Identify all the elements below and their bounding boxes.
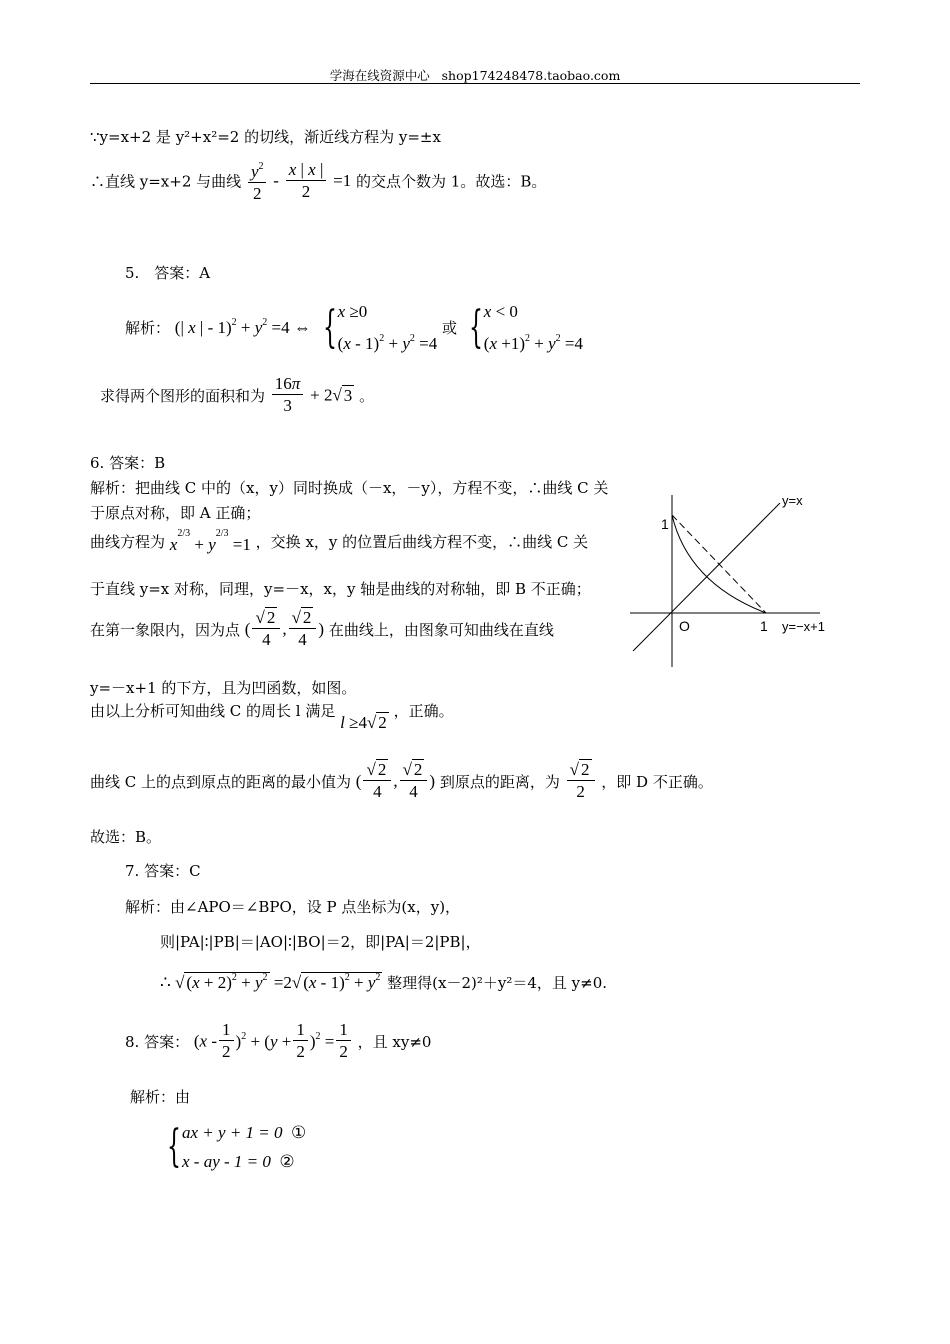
fraction: $\frac{1}{2}$: [219, 1020, 234, 1063]
line-tangent: ∵y=x+2 是 y²+x²=2 的切线，渐近线方程为 y=±x: [90, 128, 441, 146]
q5-or: 或: [441, 319, 457, 337]
q7-line-c: ∴ √ $(x + 2)^2 + y^2 =2√$ $(x - 1)^2 + y^2$ 整理得(x－2)²＋y²＝4，且 y≠0.: [160, 972, 608, 992]
fraction: $\frac{1}{2}$: [336, 1020, 351, 1063]
header-shop: shop174248478.taobao.com: [441, 68, 621, 83]
q8-post: ，且 xy≠0: [357, 1033, 432, 1051]
fraction: $\frac{1}{2}$: [293, 1020, 308, 1063]
q7-c-post: 整理得(x－2)²＋y²＝4，且 y≠0.: [387, 974, 608, 992]
q5-area-pre: 求得两个图形的面积和为: [100, 387, 266, 405]
q6-line-c: 曲线方程为 $x^{2/3} + y^{2/3} =1$ ，交换 x，y 的位置后曲线方程不变，∴曲线 C 关: [90, 528, 589, 554]
l2-pre: ∴直线 y=x+2 与曲线: [90, 172, 242, 191]
fraction: $\frac{√ 2}{4}$: [289, 608, 317, 651]
page-header: [0, 66, 950, 84]
q8-eq1: ax + y + 1 = 0: [182, 1123, 283, 1142]
q7-answer: 7. 答案：C: [125, 862, 201, 880]
dashed-line: [672, 515, 766, 613]
q8-answer: 8. 答案： (x - $\frac{1}{2}$ )$^2$ + (y + $\frac{1}{2}$ )$^2$ = $\frac{1}{2}$ ，且 xy≠0: [125, 1020, 432, 1061]
q6-e-post: 在曲线上，由图象可知曲线在直线: [328, 621, 554, 639]
label-y-eq-neg-x-plus-1: y=−x+1: [782, 619, 826, 634]
q6-g-pre: 由以上分析可知曲线 C 的周长 l 满足: [90, 702, 336, 720]
fraction: $\frac{x | x |}{2}$: [286, 160, 327, 203]
fraction: $\frac{16\pi}{3}$: [272, 374, 304, 417]
label-y-one: 1: [661, 516, 669, 532]
q8-analysis-label: 解析：由: [130, 1088, 191, 1106]
q6-g-post: ，正确。: [393, 702, 454, 720]
q6-c-post: ，交换 x，y 的位置后曲线方程不变，∴曲线 C 关: [255, 533, 589, 551]
label-x-one: 1: [760, 618, 768, 634]
q6-h-pre: 曲线 C 上的点到原点的距离的最小值为: [90, 773, 352, 791]
q5-area-post: 。: [359, 387, 375, 405]
q7-line-b: 则|PA|∶|PB|＝|AO|∶|BO|＝2，即|PA|＝2|PB|，: [160, 933, 481, 951]
q8-head: 8. 答案：: [125, 1033, 190, 1051]
q6-line-h: 曲线 C 上的点到原点的距离的最小值为 ( $\frac{√ 2}{4}$ , $\frac{√ 2}{4}$ ) 到原点的距离，为 $\frac{√ 2}{2}$ ，即 D 不正确。: [90, 760, 713, 801]
q6-line-d: 于直线 y=x 对称，同理，y=－x，x，y 轴是曲线的对称轴，即 B 不正确；: [90, 580, 591, 598]
q8-system: {ax + y + 1 = 0 ① x - ay - 1 = 0 ②: [167, 1121, 307, 1172]
q5-analysis: 解析： (| x | - $1)^2 + y^2 =4$ ⇔ {x ≥0 $(x - 1)^2 + y^2 =4$ 或 {x < 0 $(x +1)^2 + y^2 =4$: [125, 301, 583, 353]
curve-figure: [630, 485, 845, 670]
q5-area: 求得两个图形的面积和为 $\frac{16\pi}{3}$ + 2√ 3 。: [100, 374, 375, 415]
q6-c-pre: 曲线方程为: [90, 533, 166, 551]
q6-conclusion: 故选：B。: [90, 828, 162, 846]
q6-answer: 6. 答案：B: [90, 454, 166, 472]
q8-marker-1: ①: [291, 1123, 307, 1142]
header-title: 学海在线资源中心: [329, 68, 430, 83]
line-intersection: ∴直线 y=x+2 与曲线 $\frac{y^2}{2}$ - $\frac{x | x |}{2}$ =1 的交点个数为 1。故选：B。: [90, 157, 546, 205]
q8-eq2: x - ay - 1 = 0: [182, 1152, 271, 1171]
q6-line-f: y=－x+1 的下方，且为凹函数，如图。: [90, 679, 357, 697]
l2-post: 的交点个数为 1。故选：B。: [356, 172, 547, 191]
label-y-eq-x: y=x: [782, 493, 803, 508]
q7-line-a: 解析：由∠APO＝∠BPO，设 P 点坐标为(x，y)，: [125, 898, 461, 916]
label-origin: O: [679, 618, 690, 634]
q6-line-e: 在第一象限内，因为点 ( $\frac{√ 2}{4}$ , $\frac{√ 2}{4}$ ) 在曲线上，由图象可知曲线在直线: [90, 608, 554, 649]
q6-line-b: 于原点对称，即 A 正确；: [90, 504, 261, 522]
q6-e-pre: 在第一象限内，因为点: [90, 621, 241, 639]
q5-answer: 5. 答案：A: [125, 264, 211, 282]
q6-h-post: ，即 D 不正确。: [601, 773, 713, 791]
fraction: $\frac{y^2}{2}$: [248, 157, 267, 205]
q5-label: 解析：: [125, 319, 171, 337]
header-rule: [90, 83, 860, 84]
fraction: $\frac{√ 2}{4}$: [400, 760, 428, 803]
q6-h-mid: 到原点的距离，为: [439, 773, 560, 791]
fraction: $\frac{√ 2}{4}$: [252, 608, 280, 651]
q6-line-g: 由以上分析可知曲线 C 的周长 l 满足 l ≥4√ 2 ，正确。: [90, 702, 454, 732]
q8-marker-2: ②: [279, 1152, 295, 1171]
fraction: $\frac{√ 2}{4}$: [363, 760, 391, 803]
fraction: $\frac{√ 2}{2}$: [567, 760, 595, 803]
q6-line-a: 解析：把曲线 C 中的（x，y）同时换成（－x，－y），方程不变，∴曲线 C 关: [90, 479, 609, 497]
